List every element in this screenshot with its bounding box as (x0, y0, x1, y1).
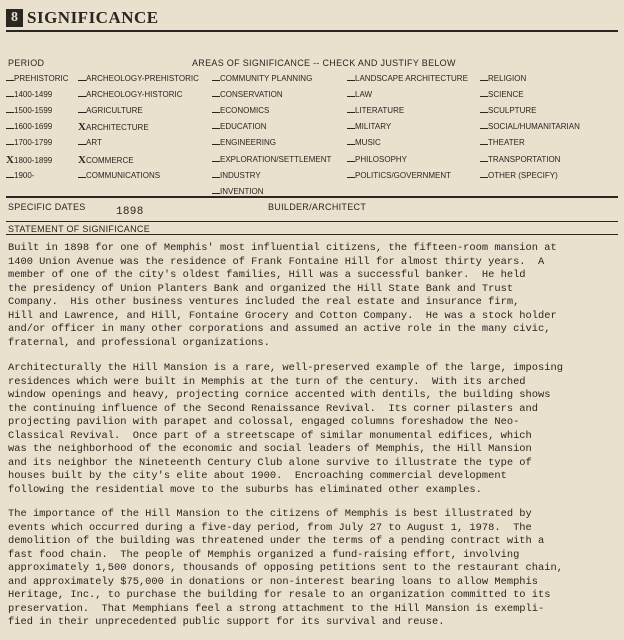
statement-paragraph-2: Architecturally the Hill Mansion is a rare, well-preserved example of the large, imposing residences which were built in Memphis at the turn of the century. With its arched window openings and heavy, projecting cornice accented with dentils, the building shows the continuing influence of the Second Renaissance Revival. Its corner pilasters and projecting pavilion with parapet and colossal, engaged columns foreshadow the Neo- Classical Revival. Once part of a streetscape of similar monumental edifices, which was the neighborhood of the economic and social leaders of Memphis, the Hill Mansion and its neighbor the Nineteenth Century Club alone survive to illustrate the type of houses built by the city's elite about 1900. Encroaching commercial development following the residential move to the suburbs has eliminated other examples. (8, 362, 563, 496)
checkbox-label: 1800-1899 (14, 155, 53, 165)
checkbox-label: COMMUNITY PLANNING (220, 74, 313, 83)
checkbox-label: MUSIC (355, 138, 381, 148)
checkbox-label: THEATER (488, 138, 525, 148)
period-option[interactable] (6, 155, 52, 166)
area-col2-option[interactable] (212, 90, 283, 100)
checkbox-mark (212, 192, 220, 194)
checkbox-label: COMMERCE (86, 155, 134, 165)
area-col4-option[interactable] (480, 90, 524, 100)
checkbox-label: PREHISTORIC (14, 74, 69, 83)
period-option[interactable] (6, 74, 69, 84)
area-col2-option[interactable] (212, 138, 276, 148)
checkbox-mark: X (78, 121, 86, 134)
area-col1-option[interactable] (78, 74, 199, 84)
area-col1-option[interactable] (78, 138, 102, 148)
checkbox-label: AGRICULTURE (86, 106, 143, 116)
checkbox-label: SCULPTURE (488, 106, 537, 116)
section-title: SIGNIFICANCE (27, 8, 159, 27)
checkbox-label: 1400-1499 (14, 90, 53, 100)
checkbox-mark (6, 176, 14, 178)
checkbox-label: 1900- (14, 170, 35, 180)
area-col3-option[interactable] (347, 138, 381, 148)
area-col3-option[interactable] (347, 122, 391, 132)
dates-top-rule (6, 196, 618, 198)
area-col2-option[interactable] (212, 106, 269, 116)
checkbox-mark: X (78, 153, 86, 166)
checkbox-mark: X (6, 153, 14, 166)
checkbox-mark (480, 176, 488, 178)
period-option[interactable] (6, 138, 52, 148)
area-col1-option[interactable] (78, 122, 149, 133)
checkbox-mark (347, 79, 355, 81)
checkbox-label: EDUCATION (220, 122, 267, 132)
checkbox-mark (212, 79, 220, 81)
checkbox-mark (347, 127, 355, 129)
checkbox-mark (78, 95, 86, 97)
checkbox-mark (78, 111, 86, 113)
checkbox-mark (6, 111, 14, 113)
area-col1-option[interactable] (78, 106, 143, 116)
checkbox-label: OTHER (SPECIFY) (488, 170, 558, 180)
checkbox-mark (212, 111, 220, 113)
checkbox-mark (347, 143, 355, 145)
section-header (6, 8, 159, 28)
checkbox-label: 1600-1699 (14, 122, 53, 132)
area-col4-option[interactable] (480, 138, 525, 148)
checkbox-mark (6, 79, 14, 81)
checkbox-label: COMMUNICATIONS (86, 170, 161, 180)
checkbox-label: ART (86, 138, 102, 148)
area-col3-option[interactable] (347, 74, 468, 84)
area-col3-option[interactable] (347, 106, 404, 116)
checkbox-label: EXPLORATION/SETTLEMENT (220, 154, 332, 164)
checkbox-label: SOCIAL/HUMANITARIAN (488, 122, 580, 132)
checkbox-mark (6, 143, 14, 145)
checkbox-mark (480, 143, 488, 145)
checkbox-label: INDUSTRY (220, 170, 261, 180)
checkbox-label: POLITICS/GOVERNMENT (355, 170, 452, 180)
checkbox-mark (212, 127, 220, 129)
area-col4-option[interactable] (480, 155, 560, 165)
area-col3-option[interactable] (347, 90, 372, 100)
specific-dates-label: SPECIFIC DATES (8, 202, 86, 212)
period-option[interactable] (6, 106, 52, 116)
area-col4-option[interactable] (480, 74, 526, 84)
area-col3-option[interactable] (347, 171, 451, 181)
checkbox-mark (480, 127, 488, 129)
area-col2-option[interactable] (212, 155, 331, 165)
area-col4-option[interactable] (480, 122, 580, 132)
period-option[interactable] (6, 122, 52, 132)
checkbox-label: ENGINEERING (220, 138, 277, 148)
checkbox-mark (78, 79, 86, 81)
top-rule (6, 30, 618, 32)
area-col1-option[interactable] (78, 90, 182, 100)
checkbox-label: RELIGION (488, 74, 527, 83)
statement-bottom-rule (6, 234, 618, 235)
statement-paragraph-3: The importance of the Hill Mansion to the citizens of Memphis is best illustrated by events which occurred during a five-day period, from July 27 to August 1, 1978. The demolition of the building was threatened under the terms of a pending contract with a fast food chain. The people of Memphis organized a fund-raising effort, involving approximately 1,500 donors, thousands of opposing petitions sent to the restaurant chain, and approximately $75,000 in donations or non-interest bearing loans to allow Memphis Heritage, Inc., to purchase the building for resale to an organization committed to its preservation. That Memphians feel a strong attachment to the Hill Mansion is exempli- fied in their unprecedented public support for its survival and reuse. (8, 508, 563, 628)
checkbox-label: LANDSCAPE ARCHITECTURE (355, 74, 468, 83)
checkbox-mark (212, 160, 220, 162)
specific-dates-value: 1898 (116, 206, 144, 218)
area-col2-option[interactable] (212, 74, 312, 84)
period-option[interactable] (6, 90, 52, 100)
checkbox-mark (347, 95, 355, 97)
checkbox-mark (78, 143, 86, 145)
checkbox-label: ARCHEOLOGY-HISTORIC (86, 90, 183, 100)
checkbox-label: MILITARY (355, 122, 392, 132)
checkbox-label: TRANSPORTATION (488, 154, 561, 164)
checkbox-label: LAW (355, 90, 373, 100)
checkbox-label: CONSERVATION (220, 90, 283, 100)
checkbox-label: 1700-1799 (14, 138, 53, 148)
period-option[interactable] (6, 171, 34, 181)
checkbox-label: PHILOSOPHY (355, 154, 408, 164)
checkbox-mark (212, 176, 220, 178)
area-col1-option[interactable] (78, 155, 134, 166)
checkbox-label: ARCHITECTURE (86, 123, 149, 133)
checkbox-label: INVENTION (220, 186, 264, 196)
checkbox-mark (6, 127, 14, 129)
checkbox-mark (480, 95, 488, 97)
checkbox-mark (347, 111, 355, 113)
statement-top-rule (6, 221, 618, 222)
checkbox-mark (212, 143, 220, 145)
period-header: PERIOD (8, 58, 45, 68)
checkbox-label: LITERATURE (355, 106, 405, 116)
checkbox-mark (347, 176, 355, 178)
areas-header: AREAS OF SIGNIFICANCE -- CHECK AND JUSTIFY BELOW (192, 58, 456, 68)
checkbox-label: SCIENCE (488, 90, 524, 100)
checkbox-mark (480, 79, 488, 81)
builder-architect-label: BUILDER/ARCHITECT (268, 202, 367, 212)
checkbox-label: ARCHEOLOGY-PREHISTORIC (86, 74, 199, 83)
checkbox-label: ECONOMICS (220, 106, 270, 116)
area-col3-option[interactable] (347, 155, 407, 165)
area-col2-option[interactable] (212, 122, 267, 132)
area-col2-option[interactable] (212, 171, 261, 181)
section-number: 8 (6, 9, 23, 27)
area-col4-option[interactable] (480, 106, 536, 116)
checkbox-mark (78, 176, 86, 178)
checkbox-mark (480, 111, 488, 113)
checkbox-label: 1500-1599 (14, 106, 53, 116)
checkbox-mark (6, 95, 14, 97)
area-col4-option[interactable] (480, 171, 558, 181)
area-col1-option[interactable] (78, 171, 160, 181)
checkbox-mark (480, 160, 488, 162)
statement-paragraph-1: Built in 1898 for one of Memphis' most influential citizens, the fifteen-room mansion at 1400 Union Avenue was the residence of Frank Fontaine Hill for almost thirty years. A member of one of the city's oldest families, Hill was a successful banker. He held the presidency of Union Planters Bank and organized the Hill State Bank and Trust Company. His other business ventures included the real estate and insurance firm, Hill and Lawrence, and Hill, Fontaine Grocery and Cotton Company. He was a stock holder and/or officer in many other corporations and assumed an active role in the many civic, fraternal, and professional organizations. (8, 242, 557, 349)
checkbox-mark (212, 95, 220, 97)
checkbox-mark (347, 160, 355, 162)
statement-label: STATEMENT OF SIGNIFICANCE (8, 224, 151, 234)
